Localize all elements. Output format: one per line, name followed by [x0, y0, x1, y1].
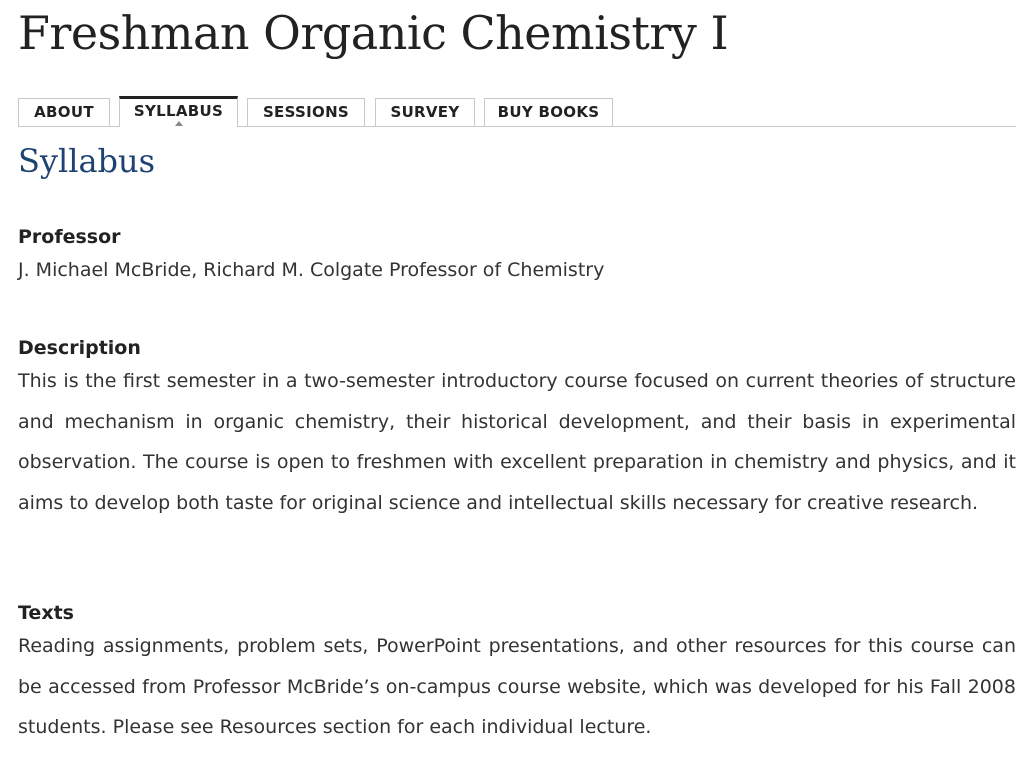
tab-survey-label: SURVEY	[390, 103, 460, 121]
description-section	[18, 335, 1016, 523]
description-heading: Description	[18, 337, 141, 359]
course-tabs	[18, 96, 1016, 127]
texts-text: Reading assignments, problem sets, PowerPoint presentations, and other resources for this course can be accessed from Professor McBride’s on-campus course website, which was developed for his Fall 2008 students. Please see Resources section for each individual lecture.	[18, 635, 1016, 738]
tab-sessions-label: SESSIONS	[262, 103, 350, 121]
tab-buy-books-label: BUY BOOKS	[497, 103, 600, 121]
professor-heading: Professor	[18, 226, 121, 248]
course-title: Freshman Organic Chemistry I	[18, 6, 729, 60]
tab-buy-books[interactable]	[484, 98, 613, 126]
tab-survey[interactable]	[375, 98, 475, 126]
tab-syllabus-label: SYLLABUS	[133, 102, 224, 120]
section-title: Syllabus	[18, 142, 156, 180]
tab-sessions[interactable]	[247, 98, 365, 126]
professor-section	[18, 224, 1016, 290]
active-tab-caret-icon	[175, 121, 183, 126]
tab-about-label: ABOUT	[34, 103, 94, 121]
texts-section	[18, 600, 1016, 748]
description-text: This is the first semester in a two-semester introductory course focused on current theories of structure and mechanism in organic chemistry, their historical development, and their basis in experimental observation. The course is open to freshmen with excellent preparation in chemistry and physics, and it aims to develop both taste for original science and intellectual skills necessary for creative research.	[18, 370, 1016, 514]
texts-heading: Texts	[18, 602, 74, 624]
tab-syllabus[interactable]	[119, 96, 238, 127]
tab-about[interactable]	[18, 98, 110, 126]
professor-text: J. Michael McBride, Richard M. Colgate Professor of Chemistry	[18, 259, 605, 281]
